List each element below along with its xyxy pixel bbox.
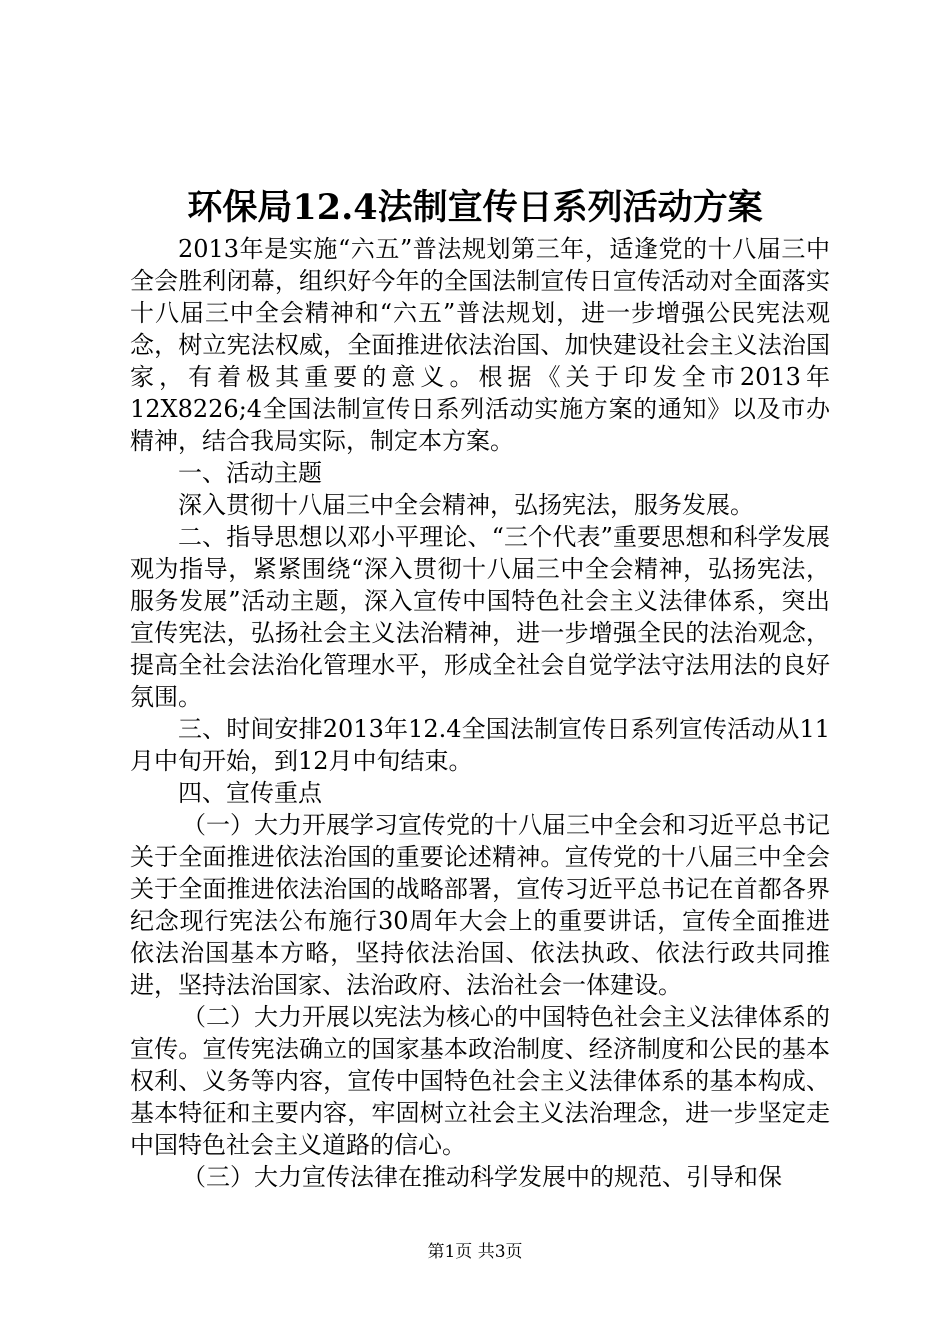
paragraph-activity-theme: 深入贯彻十八届三中全会精神，弘扬宪法，服务发展。 <box>178 491 754 519</box>
paragraph-focus-2: （二）大力开展以宪法为核心的中国特色社会主义法律体系的宣传。宣传宪法确立的国家基本政治制度、经济制度和公民的基本权利、义务等内容，宣传中国特色社会主义法律体系的基本构成、基本特征和主要内容，牢固树立社会主义法治理念，进一步坚定走中国特色社会主义道路的信心。 <box>130 1003 830 1159</box>
paragraph-guiding-ideology: 二、指导思想以邓小平理论、“三个代表”重要思想和科学发展观为指导，紧紧围绕“深入贯彻十八届三中全会精神，弘扬宪法，服务发展”活动主题，深入宣传中国特色社会主义法律体系，突出宣传宪法，弘扬社会主义法治精神，进一步增强全民的法治观念，提高全社会法治化管理水平，形成全社会自觉学法守法用法的良好氛围。 <box>130 523 830 711</box>
page-number-footer: 第1页 共3页 <box>427 1242 523 1262</box>
paragraph-focus-3: （三）大力宣传法律在推动科学发展中的规范、引导和保 <box>182 1163 782 1191</box>
paragraph-intro: 2013年是实施“六五”普法规划第三年，适逢党的十八届三中全会胜利闭幕，组织好今年的全国法制宣传日宣传活动对全面落实十八届三中全会精神和“六五”普法规划，进一步增强公民宪法观念，树立宪法权威，全面推进依法治国、加快建设社会主义法治国家，有着极其重要的意义。根据《关于印发全市2013年12X8226;4全国法制宣传日系列活动实施方案的通知》以及市办精神，结合我局实际，制定本方案。 <box>130 235 830 455</box>
heading-publicity-focus: 四、宣传重点 <box>178 779 322 807</box>
paragraph-focus-1: （一）大力开展学习宣传党的十八届三中全会和习近平总书记关于全面推进依法治国的重要论述精神。宣传党的十八届三中全会关于全面推进依法治国的战略部署，宣传习近平总书记在首都各界纪念现行宪法公布施行30周年大会上的重要讲话，宣传全面推进依法治国基本方略，坚持依法治国、依法执政、依法行政共同推进，坚持法治国家、法治政府、法治社会一体建设。 <box>130 811 830 999</box>
heading-activity-theme: 一、活动主题 <box>178 459 322 487</box>
paragraph-schedule: 三、时间安排2013年12.4全国法制宣传日系列宣传活动从11月中旬开始，到12月中旬结束。 <box>130 715 830 775</box>
document-title: 环保局12.4法制宣传日系列活动方案 <box>187 187 763 228</box>
document-body <box>130 233 830 1193</box>
